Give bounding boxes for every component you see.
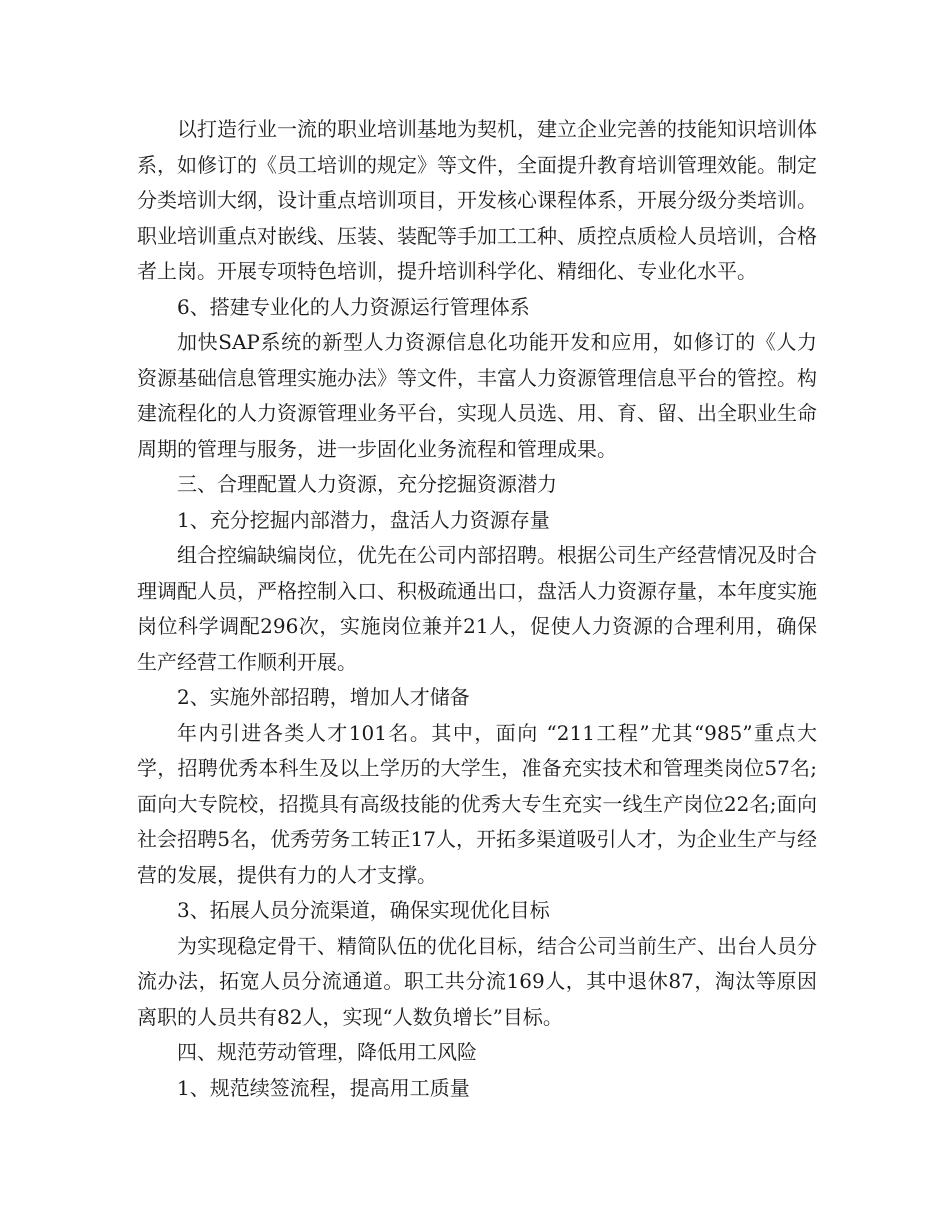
paragraph-talent-introduction: 年内引进各类人才101名。其中，面向 “211工程”尤其“985”重点大学，招聘优秀本科生及以上学历的大学生，准备充实技术和管理类岗位57名;面向大专院校，招揽具有高级技能的优秀大专生充实一线生产岗位22名;面向社会招聘5名，优秀劳务工转正17人，开拓多渠道吸引人才，为企业生产与经营的发展，提供有力的人才支撑。: [137, 720, 817, 887]
heading-section-four: 四、规范劳动管理，降低用工风险: [177, 1040, 477, 1064]
heading-hr-operation-system: 6、搭建专业化的人力资源运行管理体系: [177, 294, 530, 319]
heading-section-three: 三、合理配置人力资源，充分挖掘资源潜力: [177, 472, 557, 496]
heading-staff-diversion: 3、拓展人员分流渠道，确保实现优化目标: [177, 898, 550, 922]
paragraph-sap-system: 加快SAP系统的新型人力资源信息化功能开发和应用，如修订的《人力资源基础信息管理实施办法》等文件，丰富人力资源管理信息平台的管控。构建流程化的人力资源管理业务平台，实现人员选、用、育、留、出全职业生命周期的管理与服务，进一步固化业务流程和管理成果。: [137, 330, 817, 461]
paragraph-internal-recruitment: 组合控编缺编岗位，优先在公司内部招聘。根据公司生产经营情况及时合理调配人员，严格控制入口、积极疏通出口，盘活人力资源存量，本年度实施岗位科学调配296次，实施岗位兼并21人，促使人力资源的合理利用，确保生产经营工作顺利开展。: [137, 543, 817, 674]
paragraph-training-system: 以打造行业一流的职业培训基地为契机，建立企业完善的技能知识培训体系，如修订的《员工培训的规定》等文件，全面提升教育培训管理效能。制定分类培训大纲，设计重点培训项目，开发核心课程体系，开展分级分类培训。职业培训重点对嵌线、压装、装配等手加工工种、质控点质检人员培训，合格者上岗。开展专项特色培训，提升培训科学化、精细化、专业化水平。: [137, 117, 817, 283]
heading-external-recruitment: 2、实施外部招聘，增加人才储备: [177, 685, 470, 709]
document-body: [137, 112, 817, 1106]
heading-contract-renewal: 1、规范续签流程，提高用工质量: [177, 1075, 470, 1100]
heading-internal-potential: 1、充分挖掘内部潜力，盘活人力资源存量: [177, 507, 550, 532]
paragraph-diversion-results: 为实现稳定骨干、精简队伍的优化目标，结合公司当前生产、出台人员分流办法，拓宽人员分流通道。职工共分流169人，其中退休87，淘汰等原因离职的人员共有82人，实现“人数负增长”目标。: [137, 933, 817, 1029]
